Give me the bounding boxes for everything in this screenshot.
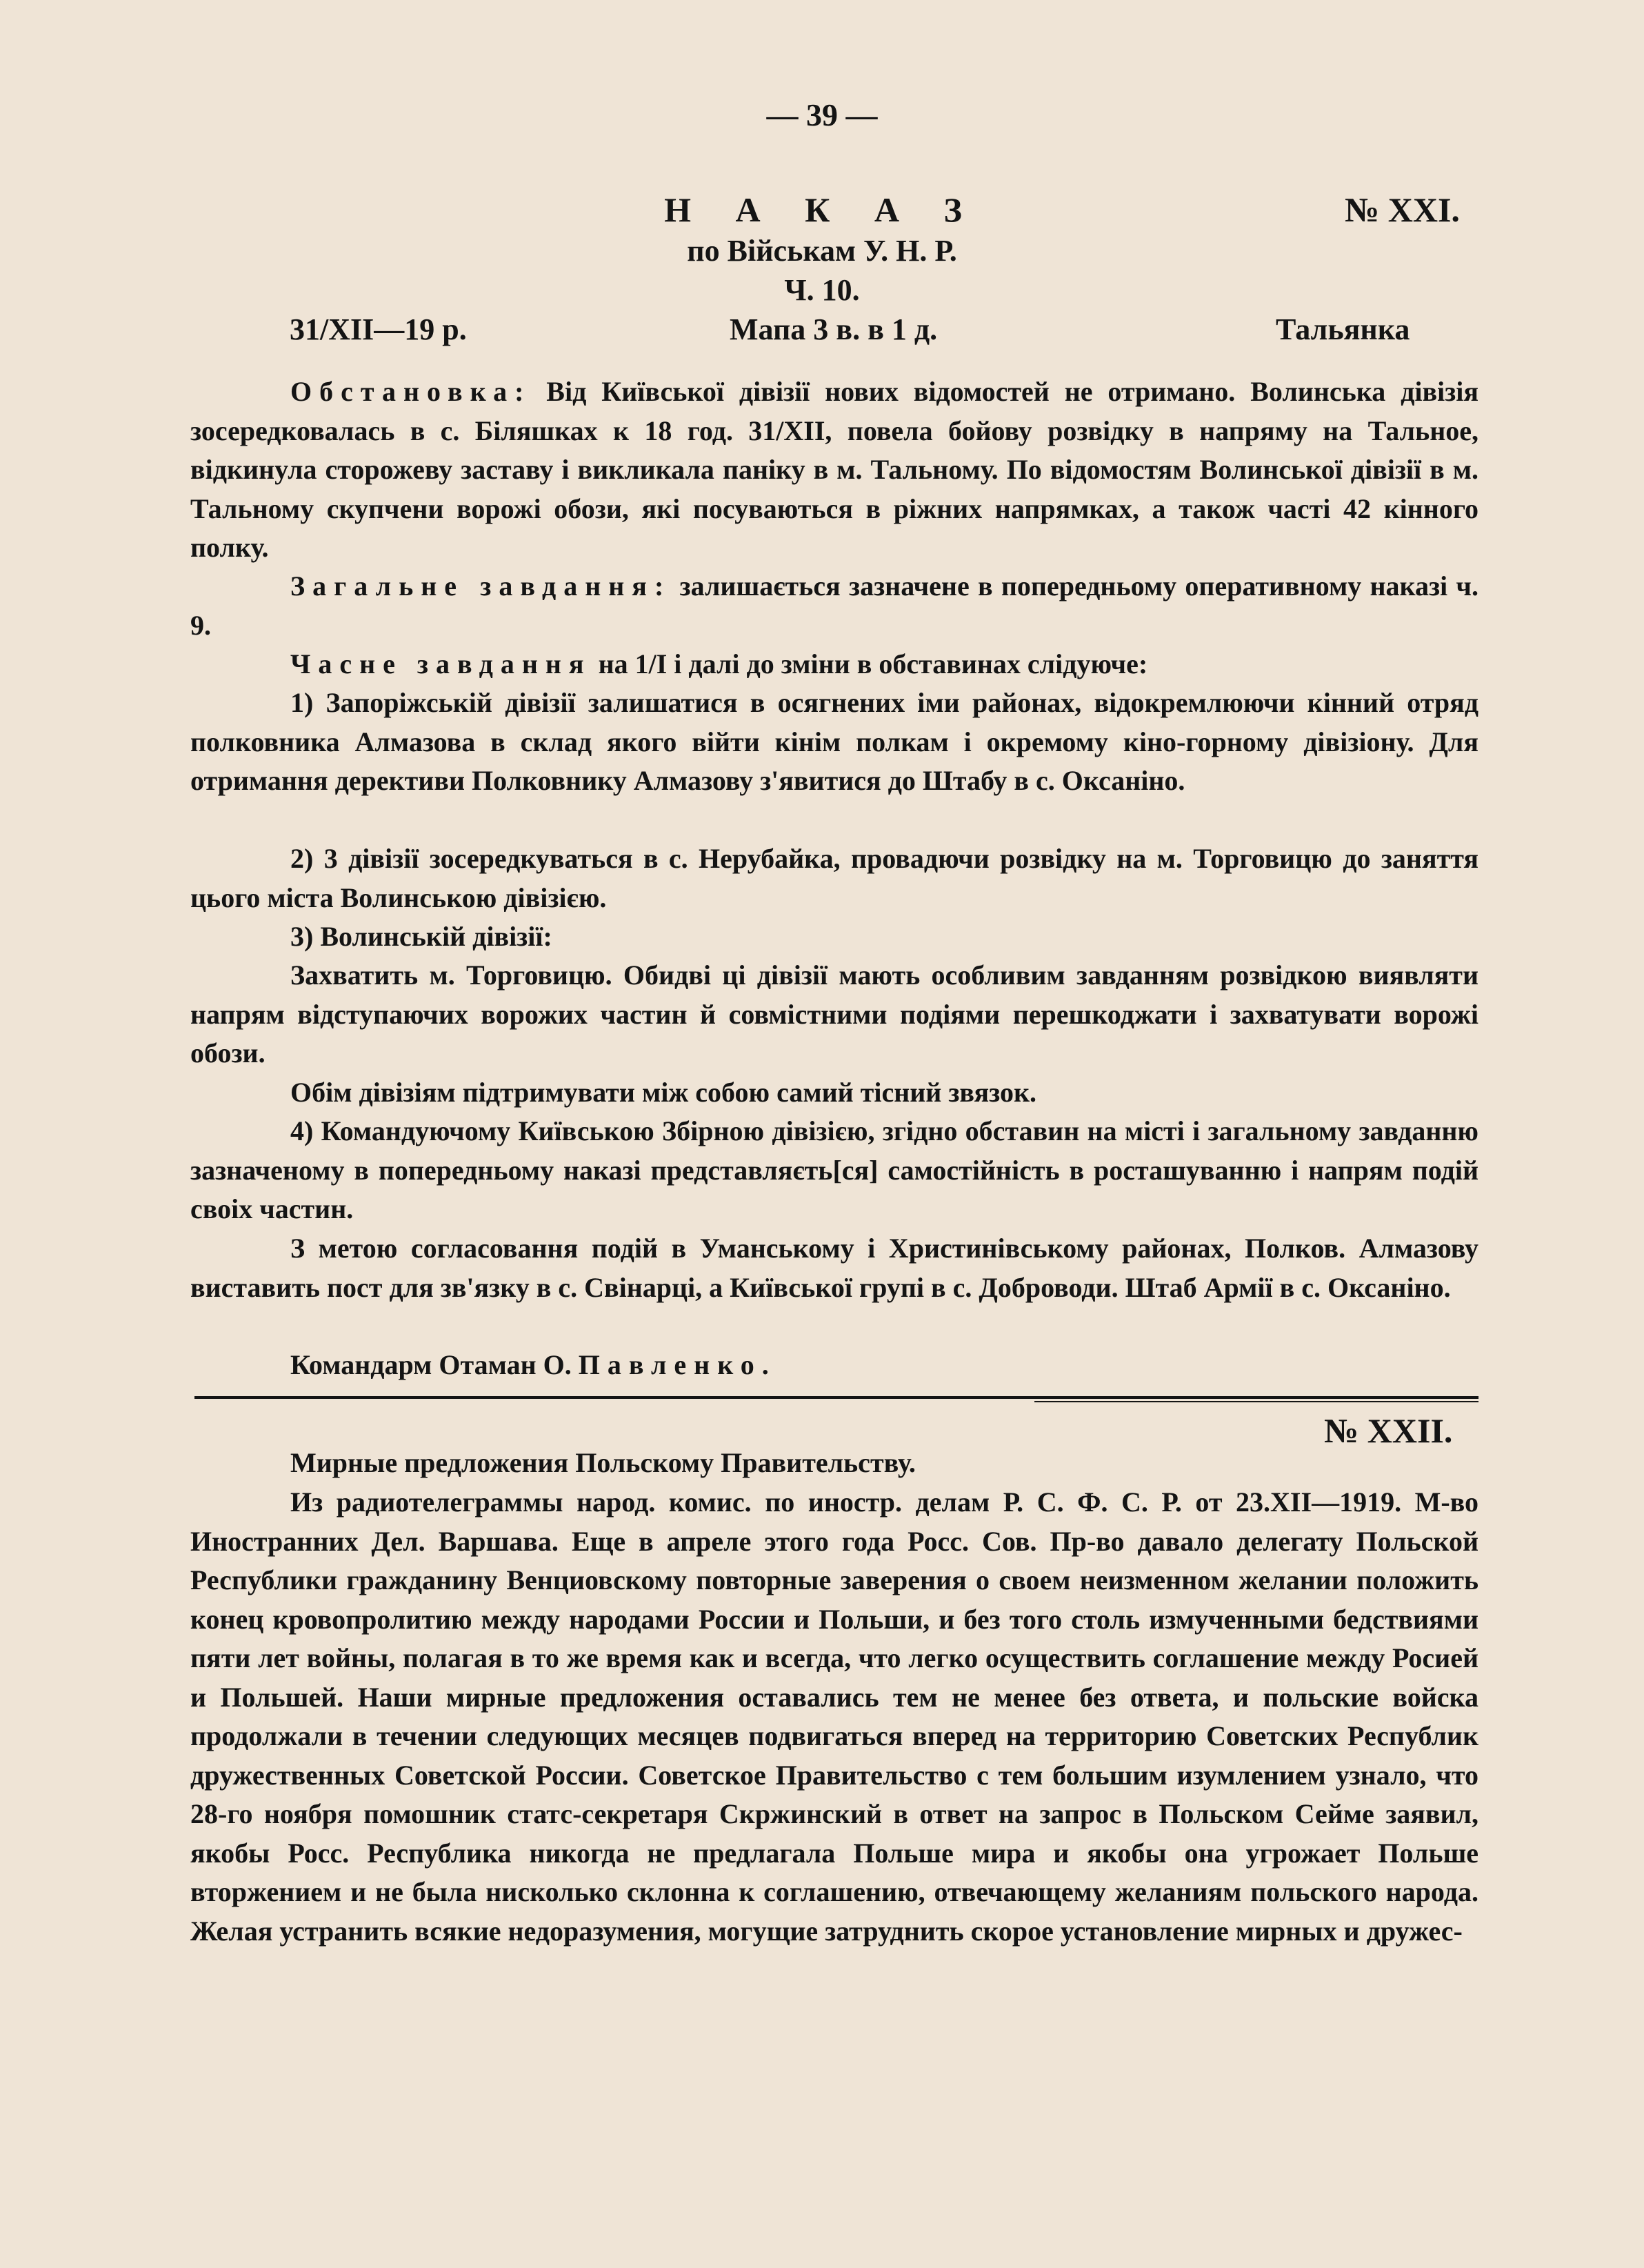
item-2: 2) 3 дівізії зосередкуваться в с. Нерубайка, провадючи розвідку на м. Торговицю до заняття цього міста Волинською дівізією.: [190, 843, 1478, 913]
item-1: 1) Запоріжській дівізії залишатися в осягнених іми районах, відокремлюючи кінний отряд полковника Алмазова в склад якого війти кінім полкам і окремому кіно-горному дівізіону. Для отримання дерективи Полковнику Алмазову з'явитися до Штабу в с. Оксаніно.: [190, 687, 1478, 796]
page-number: — 39 —: [766, 97, 878, 132]
order-title: Н А К А З: [664, 190, 980, 229]
signature-name: Павленко.: [578, 1349, 776, 1380]
section-divider: [194, 1396, 1478, 1399]
partial-task-text: на 1/I і далі до зміни в обставинах слідуюче:: [591, 648, 1148, 679]
situation-text: Від Київської дівізії нових відомостей не отримано. Волинська дівізія зосередковалась в с. Біляшках к 18 год. 31/XII, повела бойову розвідку в напряму на Тальное, відкинула сторожеву заставу і викликала паніку в м. Тальному. По відомостям Волинської дівізії в м. Тальному скупчени ворожі обози, які посуваються в ріжних напрямках, а також часті 42 кінного полку.: [190, 376, 1478, 563]
situation-label: Обстановка:: [290, 376, 532, 407]
order-number: № XXI.: [1345, 190, 1460, 229]
order-map: Мапа 3 в. в 1 д.: [730, 312, 938, 346]
item-4: 4) Командуючому Київською Збірною дівізією, згідно обставин на місті і загальному завданню зазначеному в попередньому наказі представляєть[ся] самостійність в росташуванню і напрям подій своіх частин.: [190, 1115, 1478, 1224]
order-place: Тальянка: [1276, 312, 1410, 346]
partial-task-label: Часне завдання: [290, 648, 592, 679]
general-task-text: залишається зазначене в попередньому оперативному наказі ч. 9.: [190, 570, 1478, 641]
signature: [190, 1346, 1478, 1385]
general-task-paragraph: [190, 567, 1478, 645]
document-22-text: Из радиотелеграммы народ. комис. по иностр. делам Р. С. Ф. С. Р. от 23.XII—1919. М-во Иностранних Дел. Варшава. Еще в апреле этого года Росс. Сов. Пр-во давало делегату Польской Республики гражданину Венциовскому повторные заверения о своем неизменном желании положить конец кровопролитию между народами России и Польши, и без того столь измученными бедствиями пяти лет войны, полагая в то же время как и всегда, что легко осуществить соглашение между Росией и Польшей. Наши мирные предложения оставались тем не менее без ответа, и польские войска продолжали в течении следующих месяцев подвигаться вперед на территорию Советских Республик дружественных Советской России. Советское Правительство с тем большим изумлением узнало, что 28-го ноября помошник статс-секретаря Скржинский в ответ на запрос в Польском Сейме заявил, якобы Росс. Республика никогда не предлагала Польше мира и якобы она угрожает Польше вторжением и не была нисколько склонна к соглашению, отвечающему желаниям польского народа. Желая устранить всякие недоразумения, могущие затруднить скорое установление мирных и дружес-: [190, 1486, 1478, 1947]
order-part-number: Ч. 10.: [784, 273, 860, 307]
section-divider-secondary: [1034, 1401, 1478, 1402]
item-3: 3) Волинській дівізії:: [290, 921, 552, 952]
document-22-heading: Мирные предложения Польскому Правительству.: [290, 1447, 916, 1478]
signature-prefix: Командарм Отаман О.: [290, 1349, 579, 1380]
situation-paragraph: [190, 372, 1478, 568]
order-subtitle: по Військам У. Н. Р.: [687, 234, 957, 268]
coordination-paragraph: З метою согласовання подій в Уманському і Христинівському районах, Полков. Алмазову виставить пост для зв'язку в с. Свінарці, а Київської групі в с. Доброводи. Штаб Армії в с. Оксаніно.: [190, 1233, 1478, 1303]
item-3-text: Захватить м. Торговицю. Обидві ці дівізії мають особливим завданням розвідкою виявляти напрям відступаючих ворожих частин й совмістними подіями перешкоджати і захватувати ворожі обози.: [190, 959, 1478, 1068]
order-date: 31/XII—19 р.: [290, 312, 467, 346]
both-divisions-paragraph: Обім дівізіям підтримувати між собою самий тісний звязок.: [290, 1077, 1037, 1108]
general-task-label: Загальне завдання:: [290, 570, 672, 601]
partial-task-paragraph: [190, 645, 1478, 684]
document-22-number: № XXII.: [1324, 1411, 1453, 1450]
